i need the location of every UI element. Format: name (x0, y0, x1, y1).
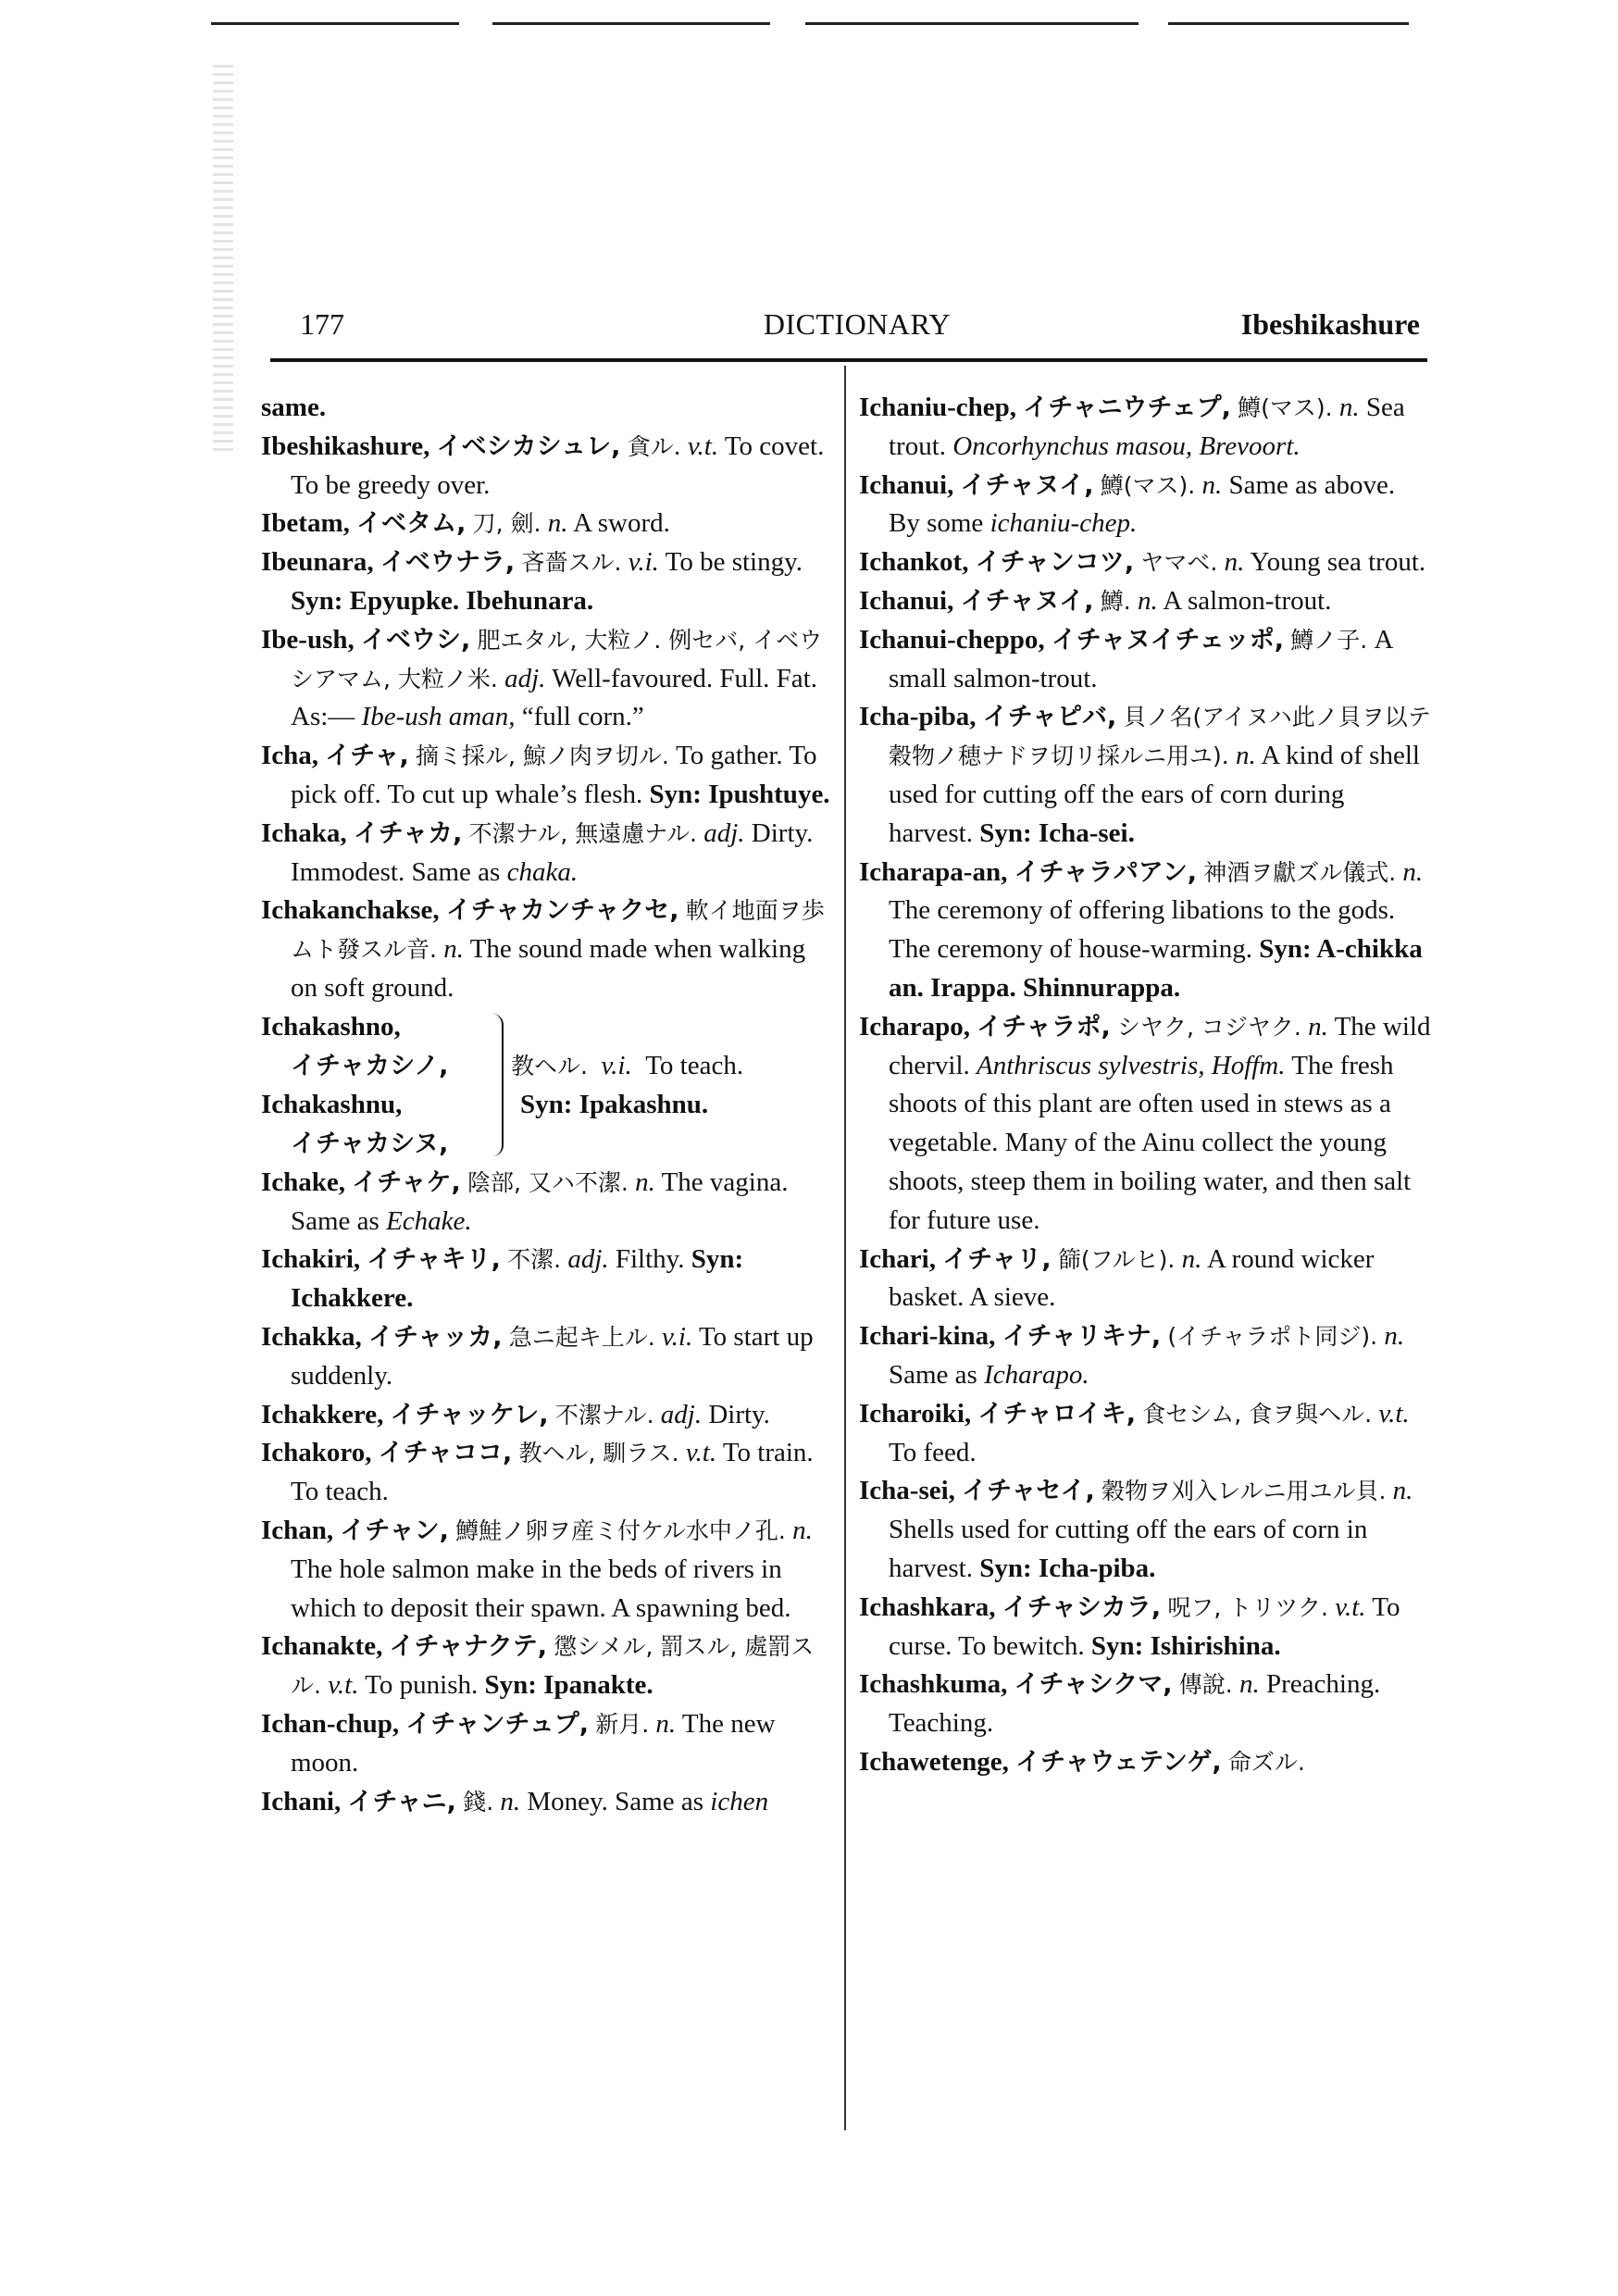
page-number: 177 (300, 307, 344, 341)
entry-definition: To feed. (889, 1437, 977, 1467)
entry-kana: イベシカシュレ, (436, 431, 621, 461)
entry-gloss: 不潔ナル, 無遠慮ナル. (468, 819, 697, 847)
entry-synonym: Syn: Icha-sei. (979, 817, 1135, 848)
entry-example: chaka. (506, 856, 579, 887)
entry-kana: イチャラポ, (977, 1012, 1111, 1042)
dictionary-entry (261, 1318, 835, 1396)
dictionary-entry (859, 1666, 1433, 1743)
entry-definition: Money. Same as (527, 1786, 704, 1816)
entry-headword: same. (261, 393, 327, 422)
part-of-speech: n. (1392, 1476, 1413, 1506)
entry-kana: イチャ, (325, 742, 409, 771)
entry-kana: イチャッケレ, (390, 1400, 549, 1429)
entry-headword: Ichakka, (261, 1321, 362, 1352)
entry-headword: Ichankot, (859, 547, 969, 578)
top-rule-2 (492, 22, 770, 25)
part-of-speech: n. (1308, 1011, 1328, 1042)
entry-gloss: 篩(フルヒ). (1057, 1245, 1176, 1273)
part-of-speech: v.i. (661, 1321, 693, 1352)
part-of-speech: adj. (660, 1399, 703, 1429)
top-rule-1 (211, 22, 459, 25)
entry-kana: イチャシカラ, (1002, 1592, 1162, 1622)
guide-word: Ibeshikashure (1240, 307, 1420, 341)
entry-kana: イチャウェテンゲ, (1015, 1747, 1222, 1777)
entry-gloss: 貪ル. (627, 432, 681, 460)
entry-gloss: シヤク, コジヤク. (1117, 1013, 1301, 1041)
entry-example: ichaniu-chep. (989, 508, 1138, 539)
entry-example: Icharapo. (984, 1359, 1089, 1390)
left-column (261, 389, 835, 1821)
entry-definition: A kind of shell used for cutting off the ears of corn during harvest. (889, 741, 1420, 848)
part-of-speech: n. (1384, 1321, 1405, 1352)
entry-gloss: 鱒ノ子. (1290, 626, 1368, 654)
dictionary-entry (261, 389, 835, 428)
entry-headword: Ichashkuma, (859, 1669, 1008, 1700)
dictionary-entry (859, 582, 1433, 621)
entry-definition: To punish. (365, 1670, 479, 1701)
entry-kana: イベタム, (356, 509, 467, 539)
part-of-speech: adj. (504, 663, 546, 693)
entry-kana: イチャカシノ, (291, 1051, 449, 1080)
entry-gloss: 教ヘル, 馴ラス. (518, 1440, 679, 1467)
entry-gloss: 刀, 劍. (472, 510, 541, 538)
entry-gloss: 不潔. (507, 1246, 562, 1274)
right-entries (859, 389, 1433, 1782)
dictionary-entry (859, 389, 1433, 467)
entry-example: Echake. (386, 1205, 472, 1236)
entry-kana: イベウナラ, (380, 548, 516, 578)
entry-definition: A round wicker basket. A sieve. (889, 1243, 1375, 1313)
entry-gloss: 錢. (463, 1788, 494, 1816)
entry-synonym: Syn: Ipanakte. (484, 1670, 653, 1701)
dictionary-entry (859, 1395, 1433, 1473)
entry-headword: Ibeunara, (261, 547, 374, 578)
entry-headword: Ibetam, (261, 508, 350, 539)
dictionary-entry (859, 621, 1433, 699)
part-of-speech: n. (443, 934, 464, 965)
dictionary-entry (261, 1628, 835, 1705)
entry-kana: イチャヌイチェッポ, (1051, 625, 1284, 655)
dictionary-entry (261, 1512, 835, 1628)
right-column (859, 389, 1433, 1782)
entry-definition: The hole salmon make in the beds of rivers in which to deposit their spawn. A spawning bed. (291, 1554, 791, 1623)
entry-definition: To teach. (645, 1050, 744, 1080)
entry-definition: The vagina. Same as (291, 1167, 789, 1236)
entry-definition: A salmon-trout. (1163, 585, 1332, 616)
part-of-speech: n. (655, 1708, 677, 1739)
entry-headword: Ichaniu-chep, (859, 393, 1017, 422)
entry-kana: イチャン, (340, 1516, 449, 1545)
entry-kana: イチャシクマ, (1014, 1670, 1173, 1700)
dictionary-entry (859, 1317, 1433, 1395)
entry-synonym: Syn: Ipushtuye. (649, 779, 830, 809)
entry-gloss: 鱒(マス). (1100, 471, 1196, 499)
entry-gloss: ヤマベ. (1140, 549, 1218, 577)
left-entries (261, 389, 835, 1008)
entry-kana: イチャカ, (353, 818, 463, 848)
dictionary-entry (261, 621, 835, 737)
entry-kana: イベウシ, (361, 625, 471, 655)
entry-headword: Ichan-chup, (261, 1708, 400, 1739)
entry-kana: イチャラパアン, (1014, 857, 1197, 887)
entry-headword: Ibeshikashure, (261, 430, 430, 461)
entry-headword: Ichakkere, (261, 1399, 384, 1429)
entry-synonym: Syn: Icha-piba. (979, 1553, 1156, 1583)
entry-kana: イチャキリ, (367, 1245, 501, 1275)
dictionary-entry (261, 1783, 835, 1822)
entry-definition: To covet. To be greedy over. (291, 430, 825, 500)
entry-headword: Icharapa-an, (859, 856, 1008, 887)
dictionary-entry (261, 737, 835, 815)
entry-headword: Ichakashnu, (261, 1089, 403, 1119)
entry-synonym: Syn: Ichakkere. (291, 1244, 744, 1314)
entry-gloss: 摘ミ採ル, 鯨ノ肉ヲ切ル. (416, 742, 669, 770)
entry-definition: A small salmon-trout. (889, 624, 1392, 693)
entry-synonym: Syn: Ipakashnu. (520, 1089, 709, 1119)
entry-headword: Icha, (261, 741, 319, 771)
dictionary-entry (261, 815, 835, 892)
entry-definition: A sword. (573, 508, 670, 539)
entry-example: ichen (710, 1786, 769, 1816)
top-rule-3 (805, 22, 1139, 25)
entry-gloss: 穀物ヲ刈入レルニ用ユル貝. (1101, 1478, 1387, 1505)
entry-definition: Filthy. (615, 1244, 685, 1275)
page-header (294, 307, 1420, 350)
entry-kana: イチャニウチェプ, (1023, 393, 1231, 422)
entry-headword: Ichari-kina, (859, 1321, 996, 1352)
entry-gloss: 食セシム, 食ヲ與ヘル. (1142, 1400, 1373, 1428)
entry-definition: To start up suddenly. (291, 1321, 814, 1391)
entry-definition: Same as above. By some (889, 469, 1396, 539)
entry-definition: Dirty. (708, 1399, 770, 1429)
top-rule-4 (1168, 22, 1409, 25)
entry-headword: Icharapo, (859, 1011, 971, 1042)
part-of-speech: v.t. (1335, 1591, 1366, 1622)
entry-kana: イチャニ, (347, 1787, 456, 1816)
entry-definition: The wild chervil. (889, 1011, 1431, 1080)
entry-kana: イチャココ, (378, 1439, 513, 1468)
part-of-speech: n. (1224, 547, 1245, 578)
entry-example: Oncorhynchus masou, Brevoort. (952, 430, 1301, 461)
entry-kana: イチャヌイ, (960, 586, 1094, 616)
entry-gloss: 懲シメル, 罰スル, 處罰スル. (291, 1633, 815, 1700)
entry-gloss: 傳說. (1178, 1671, 1233, 1699)
entry-definition: Shells used for cutting off the ears of corn in harvest. (889, 1515, 1368, 1583)
part-of-speech: v.t. (1378, 1398, 1410, 1429)
part-of-speech: n. (1338, 393, 1360, 422)
entry-headword: Ibe-ush, (261, 624, 355, 655)
entry-headword: Ichani, (261, 1786, 342, 1816)
dictionary-entry (261, 1705, 835, 1783)
entry-kana: イチャヌイ, (960, 470, 1094, 500)
entry-definition: Young sea trout. (1250, 547, 1426, 578)
entry-synonym: Syn: Epyupke. Ibehunara. (291, 585, 594, 616)
dictionary-entry (261, 543, 835, 621)
entry-definition-continued: “full corn.” (521, 702, 644, 732)
running-title: DICTIONARY (763, 307, 952, 341)
entry-gloss: 教ヘル. (511, 1052, 588, 1079)
dictionary-entry (859, 467, 1433, 544)
entry-kana: イチャナクテ, (389, 1632, 547, 1662)
entry-example: Ibe-ush aman, (361, 702, 516, 732)
part-of-speech: v.t. (328, 1670, 359, 1701)
column-divider (844, 366, 846, 2130)
entry-definition: Preaching. Teaching. (889, 1669, 1381, 1739)
entry-definition: To gather. To pick off. To cut up whale’s flesh. (291, 741, 817, 809)
entry-kana: イチャリ, (942, 1244, 1052, 1274)
entry-gloss: 陰部, 又ハ不潔. (467, 1168, 629, 1196)
part-of-speech: n. (635, 1167, 655, 1197)
part-of-speech: n. (1402, 856, 1424, 887)
entry-gloss: 神酒ヲ獻ズル儀式. (1203, 858, 1397, 886)
entry-gloss: 不潔ナル. (554, 1401, 654, 1429)
part-of-speech: v.i. (601, 1050, 632, 1080)
entry-headword: Ichanui-cheppo, (859, 624, 1045, 655)
part-of-speech: v.i. (628, 547, 659, 578)
entry-kana: イチャロイキ, (977, 1399, 1137, 1429)
entry-gloss: 鱒鮭ノ卵ヲ産ミ付ケル水中ノ孔. (455, 1516, 786, 1544)
entry-kana: イチャカンチャクセ, (445, 896, 679, 926)
entry-kana: イチャセイ, (962, 1477, 1095, 1506)
entry-definition: To curse. To bewitch. (889, 1591, 1400, 1661)
entry-example: Anthriscus sylvestris, Hoffm. (977, 1050, 1286, 1080)
part-of-speech: n. (1201, 469, 1223, 500)
entry-gloss: 貝ノ名(アイヌハ此ノ貝ヲ以テ穀物ノ穂ナドヲ切リ採ルニ用ユ). (889, 704, 1431, 770)
entry-headword: Ichakashno, (261, 1011, 401, 1042)
entry-gloss: 鱒(マス). (1238, 394, 1333, 421)
dictionary-entry (261, 428, 835, 505)
entry-headword: Icharoiki, (859, 1398, 972, 1429)
part-of-speech: v.t. (687, 430, 719, 461)
entry-headword: Ichanui, (859, 469, 954, 500)
part-of-speech: adj. (703, 817, 745, 848)
dictionary-entry (859, 854, 1433, 1008)
entry-headword: Ichakoro, (261, 1438, 372, 1468)
dictionary-entry (261, 1164, 835, 1242)
left-entries-continued (261, 1164, 835, 1822)
bracket-entry (261, 1008, 835, 1164)
entry-headword: Ichakiri, (261, 1244, 361, 1275)
entry-kana: イチャケ, (352, 1167, 461, 1197)
dictionary-entry (859, 698, 1433, 853)
entry-definition: Dirty. Immodest. Same as (291, 817, 814, 887)
entry-headword: Ichake, (261, 1167, 346, 1197)
entry-synonym: Syn: Ishirishina. (1090, 1630, 1281, 1661)
dictionary-entry (859, 543, 1433, 582)
dictionary-entry (859, 1008, 1433, 1241)
dictionary-entry (261, 505, 835, 543)
entry-definition: Same as (889, 1359, 977, 1390)
entry-gloss: 吝嗇スル. (521, 549, 622, 577)
entry-kana: イチャンコツ, (975, 548, 1135, 578)
dictionary-entry (261, 1241, 835, 1318)
part-of-speech: n. (547, 508, 568, 539)
entry-headword: Icha-piba, (859, 702, 977, 732)
part-of-speech: n. (1181, 1243, 1202, 1274)
entry-definition: Sea trout. (889, 393, 1405, 461)
entry-gloss: 急ニ起キ上ル. (508, 1323, 655, 1351)
entry-gloss: 鱒. (1100, 587, 1131, 615)
dictionary-entry (261, 892, 835, 1007)
scan-artifact (213, 65, 233, 454)
entry-headword: Ichashkara, (859, 1591, 996, 1622)
entry-definition: The ceremony of offering libations to the gods. The ceremony of house-warming. (889, 895, 1396, 965)
bracket-definition (511, 1047, 743, 1086)
entry-kana: イチャッカ, (368, 1322, 503, 1352)
part-of-speech: n. (500, 1786, 521, 1816)
dictionary-entry (261, 1396, 835, 1435)
entry-headword: Icha-sei, (859, 1476, 955, 1506)
entry-definition: Well-favoured. Full. Fat. As:— (291, 663, 817, 732)
dictionary-entry (859, 1241, 1433, 1318)
entry-gloss: 呪フ, トリツク. (1167, 1593, 1328, 1621)
entry-definition: To be stingy. (665, 547, 803, 578)
entry-definition: To train. To teach. (291, 1438, 814, 1507)
entry-gloss: 命ズル. (1227, 1748, 1305, 1776)
entry-gloss: 軟イ地面ヲ歩ムト發スル音. (291, 897, 825, 964)
dictionary-entry (859, 1472, 1433, 1588)
entry-kana: イチャピバ, (982, 703, 1117, 732)
entry-headword: Ichaka, (261, 817, 347, 848)
entry-gloss: (イチャラポト同ジ). (1167, 1323, 1378, 1351)
entry-kana: イチャリキナ, (1002, 1322, 1162, 1352)
entry-definition-continued: The fresh shoots of this plant are often used in stews as a vegetable. Many of the Ainu collect the young shoots, steep them in boiling water, and then salt for future use. (889, 1050, 1412, 1235)
brace-mark (492, 1014, 504, 1156)
dictionary-entry (261, 1434, 835, 1512)
part-of-speech: n. (792, 1515, 813, 1545)
entry-definition: The new moon. (291, 1708, 776, 1778)
part-of-speech: v.t. (685, 1438, 717, 1468)
entry-gloss: 新月. (595, 1710, 650, 1738)
entry-headword: Ichakanchakse, (261, 895, 440, 926)
dictionary-entry (859, 1589, 1433, 1666)
entry-headword: Ichawetenge, (859, 1746, 1009, 1777)
entry-headword: Ichan, (261, 1515, 334, 1545)
entry-kana: イチャカシヌ, (291, 1129, 449, 1158)
dictionary-entry (859, 1743, 1433, 1782)
entry-synonym: Syn: A-chikka an. Irappa. Shinnurappa. (889, 934, 1423, 1003)
part-of-speech: n. (1137, 585, 1158, 616)
entry-headword: Ichari, (859, 1243, 936, 1274)
entry-headword: Ichanui, (859, 585, 954, 616)
part-of-speech: n. (1239, 1669, 1260, 1700)
header-rule (270, 358, 1427, 362)
part-of-speech: adj. (567, 1244, 609, 1275)
part-of-speech: n. (1235, 741, 1256, 771)
entry-definition: The sound made when walking on soft ground. (291, 934, 806, 1003)
entry-headword: Ichanakte, (261, 1631, 383, 1662)
entry-gloss: 肥エタル, 大粒ノ. 例セバ, イベウシアマム, 大粒ノ米. (291, 626, 823, 693)
entry-kana: イチャンチュプ, (405, 1709, 589, 1739)
